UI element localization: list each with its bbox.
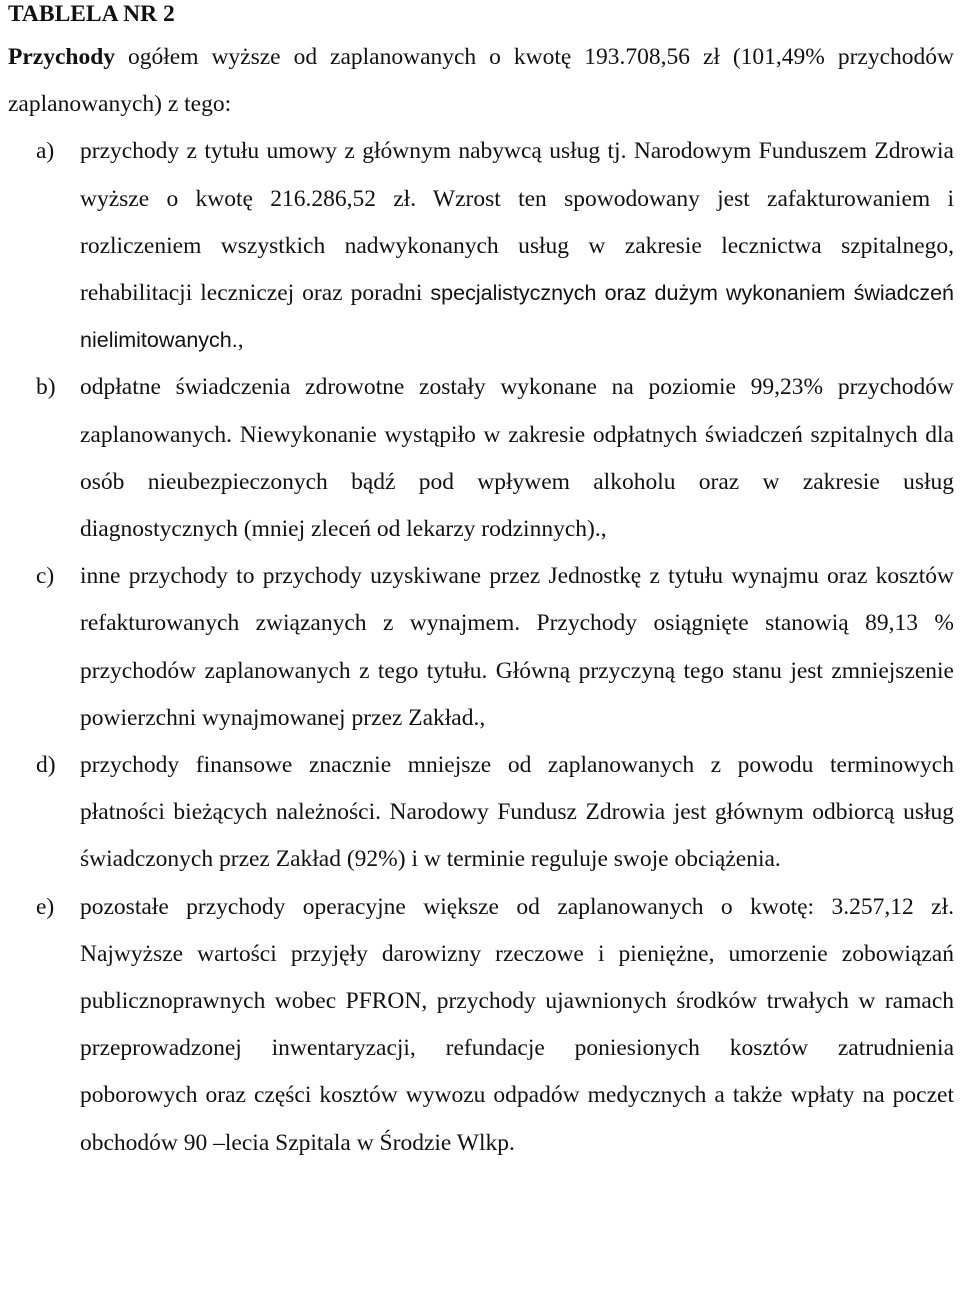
list-item-d: [8, 742, 954, 884]
list-item-text: przychody finansowe znacznie mniejsze od zaplanowanych z powodu terminowych płatności bieżących należności. Narodowy Fundusz Zdrowia jest głównym odbiorcą usług świadczonych przez Zakład (92%) i w terminie reguluje swoje obciążenia.: [80, 752, 954, 873]
list-item-text-tail: ,: [600, 516, 607, 543]
list-item-text: inne przychody to przychody uzyskiwane przez Jednostkę z tytułu wynajmu oraz kosztów refakturowanych związanych z wynajmem. Przychody osiągnięte stanowią 89,13 % przychodów zaplanowanych z tego tytułu. Główną przyczyną tego stanu jest zmniejszenie powierzchni wynajmowanej przez Zakład.: [80, 563, 954, 731]
list-item-text: przychody z tytułu umowy z głównym nabywcą usług tj. Narodowym Funduszem Zdrowia wyższe o kwotę 216.286,52 zł. Wzrost ten spowodowany jest zafakturowaniem i rozliczeniem wszystkich nadwykonanych usług w zakresie lecznictwa szpitalnego, rehabilitacji leczniczej oraz poradni: [80, 138, 954, 307]
list-marker: c): [36, 563, 55, 590]
list-marker: d): [36, 752, 56, 779]
intro-paragraph: [8, 34, 954, 128]
list-item-text: odpłatne świadczenia zdrowotne zostały wykonane na poziomie 99,23% przychodów zaplanowanych. Niewykonanie wystąpiło w zakresie odpłatnych świadczeń szpitalnych dla osób nieubezpieczonych bądź pod wpływem alkoholu oraz w zakresie usług diagnostycznych (mniej zleceń od lekarzy rodzinnych).: [80, 374, 954, 543]
list-marker: a): [36, 138, 55, 165]
list-marker: b): [36, 374, 56, 401]
intro-text: ogółem wyższe od zaplanowanych o kwotę 193.708,56 zł (101,49% przychodów zaplanowanych) z tego:: [8, 44, 954, 118]
list-marker: e): [36, 893, 55, 920]
list-item-text-tail: ,: [237, 327, 244, 354]
list-item-a: [8, 128, 954, 364]
list-item-text-sans: specjalistycznych oraz dużym wykonaniem świadczeń nielimitowanych.: [80, 281, 954, 353]
list-item-c: [8, 553, 954, 742]
document-page: [8, 0, 954, 1167]
section-heading: TABLELA NR 2: [8, 1, 175, 27]
list-item-b: [8, 364, 954, 553]
list-item-text-tail: ,: [479, 704, 486, 731]
intro-lead: Przychody: [8, 44, 116, 70]
revenue-list: [8, 128, 954, 1166]
list-item-e: [8, 884, 954, 1167]
list-item-text: pozostałe przychody operacyjne większe od zaplanowanych o kwotę: 3.257,12 zł. Najwyższe wartości przyjęły darowizny rzeczowe i pieniężne, umorzenie zobowiązań publicznoprawnych wobec PFRON, przychody ujawnionych środków trwałych w ramach przeprowadzonej inwentaryzacji, refundacje poniesionych kosztów zatrudnienia poborowych oraz części kosztów wywozu odpadów medycznych a także wpłaty na poczet obchodów 90 –lecia Szpitala w Środzie Wlkp.: [80, 893, 954, 1156]
